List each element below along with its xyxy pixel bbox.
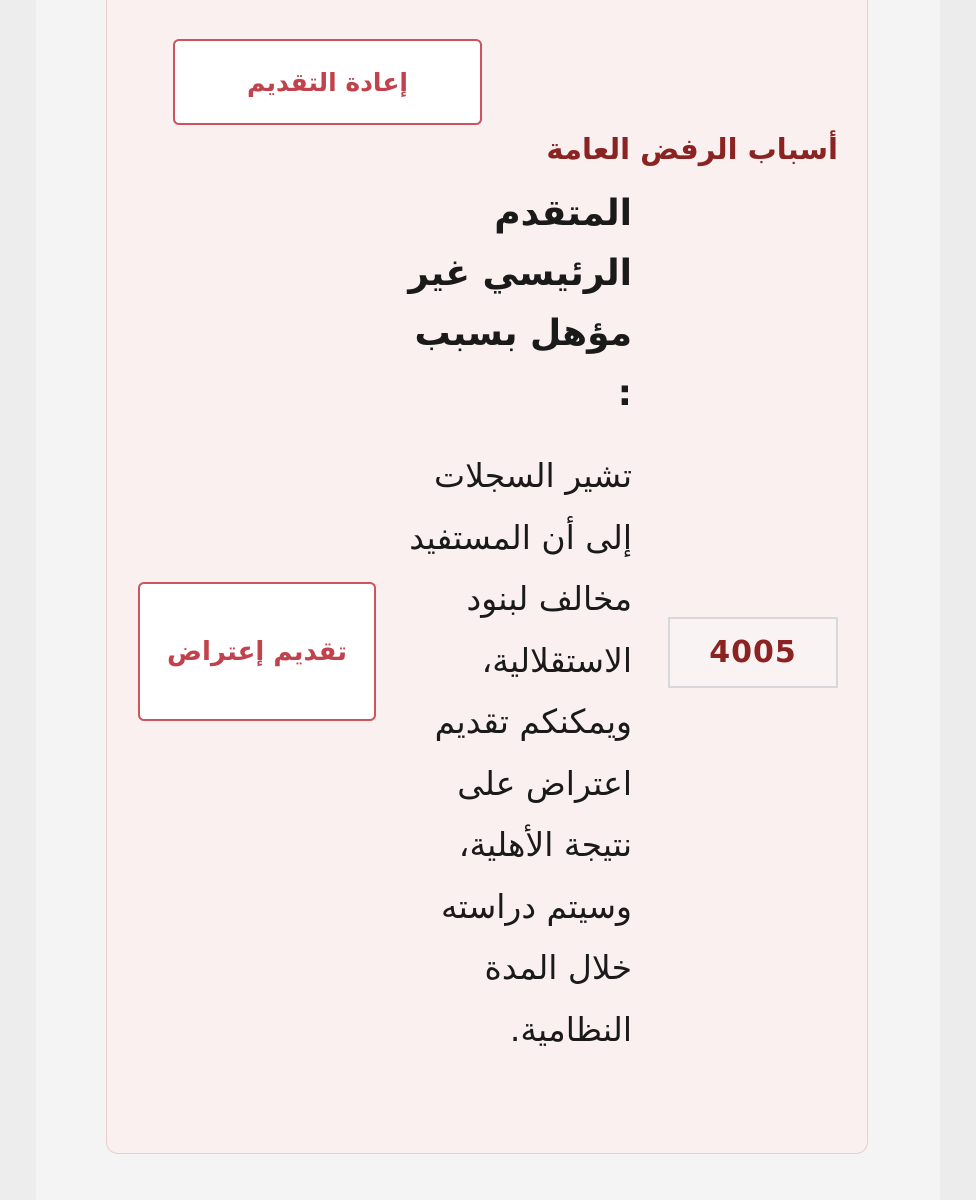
resubmit-button[interactable]: إعادة التقديم bbox=[173, 39, 482, 125]
rejection-reason-description: تشير السجلات إلى أن المستفيد مخالف لبنود الاستقلالية، ويمكنكم تقديم اعتراض على نتيجة الأهلية، وسيتم دراسته خلال المدة النظامية. bbox=[409, 456, 632, 1049]
rejection-reasons-heading: أسباب الرفض العامة bbox=[546, 132, 838, 166]
submit-objection-button[interactable]: تقديم إعتراض bbox=[138, 582, 376, 721]
right-margin bbox=[940, 0, 976, 1200]
rejection-reason-title: المتقدم الرئيسي غير مؤهل بسبب : bbox=[408, 193, 632, 414]
rejection-code: 4005 bbox=[668, 617, 838, 688]
left-margin bbox=[0, 0, 36, 1200]
